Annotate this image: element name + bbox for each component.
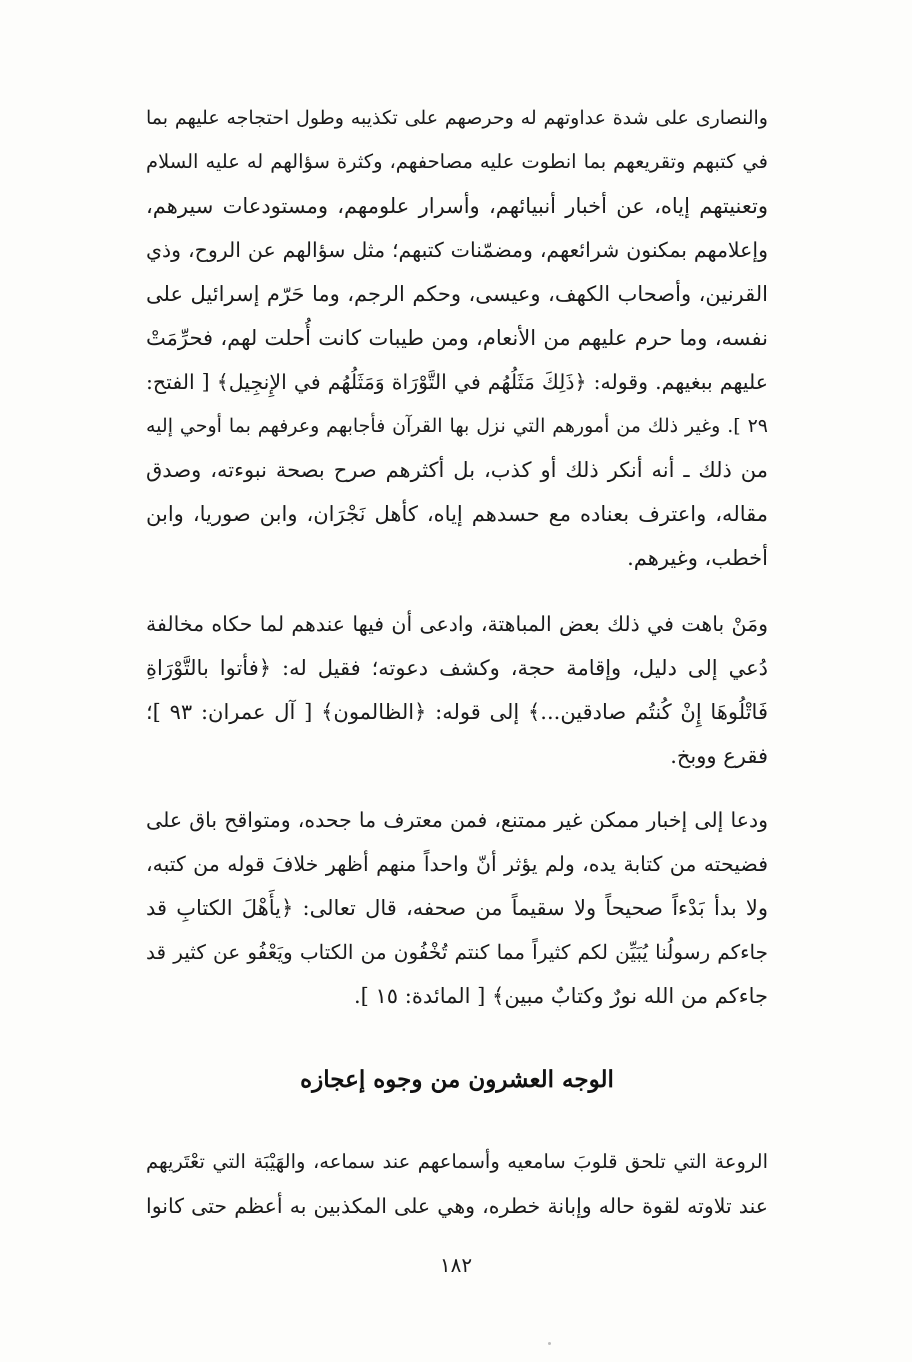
paragraph-line: ولا بدأ بَدْءاً صحيحاً ولا سقيماً من صحفه، قال تعالى: ﴿يأَهْلَ الكتابِ قد: [146, 896, 768, 920]
page-number: ١٨٢: [439, 1253, 473, 1277]
paragraph-line: جاءكم رسولُنا يُبَيِّن لكم كثيراً مما كنتم تُخْفُون من الكتاب ويَعْفُو عن كثير قد: [146, 940, 768, 964]
paragraph-line: في كتبهم وتقريعهم بما انطوت عليه مصاحفهم، وكثرة سؤالهم له عليه السلام: [146, 150, 768, 173]
paragraph-line: ودعا إلى إخبار ممكن غير ممتنع، فمن معترف ما جحده، ومتواقح باق على: [146, 808, 768, 832]
paragraph-line: جاءكم من الله نورٌ وكتابٌ مبين﴾ [ المائدة: ١٥ ].: [353, 984, 768, 1008]
paragraph-line: الروعة التي تلحق قلوبَ سامعيه وأسماعهم عند سماعه، والهَيْبَة التي تعْتَريهم: [146, 1150, 768, 1173]
paragraph-line: نفسه، وما حرم عليهم من الأنعام، ومن طيبات كانت أُحلت لهم، فحرِّمَتْ: [146, 326, 768, 350]
paragraph-line: أخطب، وغيرهم.: [627, 546, 768, 570]
paragraph-line: وإعلامهم بمكنون شرائعهم، ومضمّنات كتبهم؛ مثل سؤالهم عن الروح، وذي: [146, 238, 768, 262]
paragraph-line: فقرع ووبخ.: [670, 744, 768, 768]
scan-speck: [548, 1342, 551, 1345]
paragraph-line: ٢٩ ]. وغير ذلك من أمورهم التي نزل بها القرآن فأجابهم وعرفهم بما أوحي إليه: [146, 415, 768, 437]
paragraph-line: عند تلاوته لقوة حاله وإبانة خطره، وهي على المكذبين به أعظم حتى كانوا: [146, 1194, 768, 1218]
paragraph-line: ومَنْ باهت في ذلك بعض المباهتة، وادعى أن فيها عندهم لما حكاه مخالفة: [146, 612, 768, 636]
section-heading: الوجه العشرون من وجوه إعجازه: [300, 1066, 614, 1093]
paragraph-line: عليهم ببغيهم. وقوله: ﴿ذَلِكَ مَثَلُهُم في التَّوْرَاة وَمَثَلُهُم في الإِنجِيل﴾ [ الفتح:: [146, 370, 768, 394]
paragraph-line: مقاله، واعترف بعناده مع حسدهم إياه، كأهل نَجْرَان، وابن صوريا، وابن: [146, 502, 768, 526]
paragraph-1: [146, 96, 768, 580]
paragraph-3: [146, 798, 768, 1018]
paragraph-line: فَاتْلُوهَا إِنْ كُنتُم صادقين...﴾ إلى قوله: ﴿الظالمون﴾ [ آل عمران: ٩٣ ]؛: [146, 700, 768, 724]
paragraph-line: والنصارى على شدة عداوتهم له وحرصهم على تكذيبه وطول احتجاجه عليهم بما: [146, 107, 768, 129]
paragraph-line: فضيحته من كتابة يده، ولم يؤثر أنّ واحداً منهم أظهر خلافَ قوله من كتبه،: [146, 852, 768, 876]
paragraph-line: من ذلك ـ أنه أنكر ذلك أو كذب، بل أكثرهم صرح بصحة نبوءته، وصدق: [146, 458, 768, 482]
paragraph-line: وتعنيتهم إياه، عن أخبار أنبيائهم، وأسرار علومهم، ومستودعات سيرهم،: [146, 194, 768, 218]
paragraph-line: دُعي إلى دليل، وإقامة حجة، وكشف دعوته؛ فقيل له: ﴿فأتوا بالتَّوْرَاةِ: [146, 656, 768, 680]
paragraph-2: [146, 602, 768, 778]
paragraph-4: [146, 1140, 768, 1228]
paragraph-line: القرنين، وأصحاب الكهف، وعيسى، وحكم الرجم، وما حَرّم إسرائيل على: [146, 282, 768, 306]
